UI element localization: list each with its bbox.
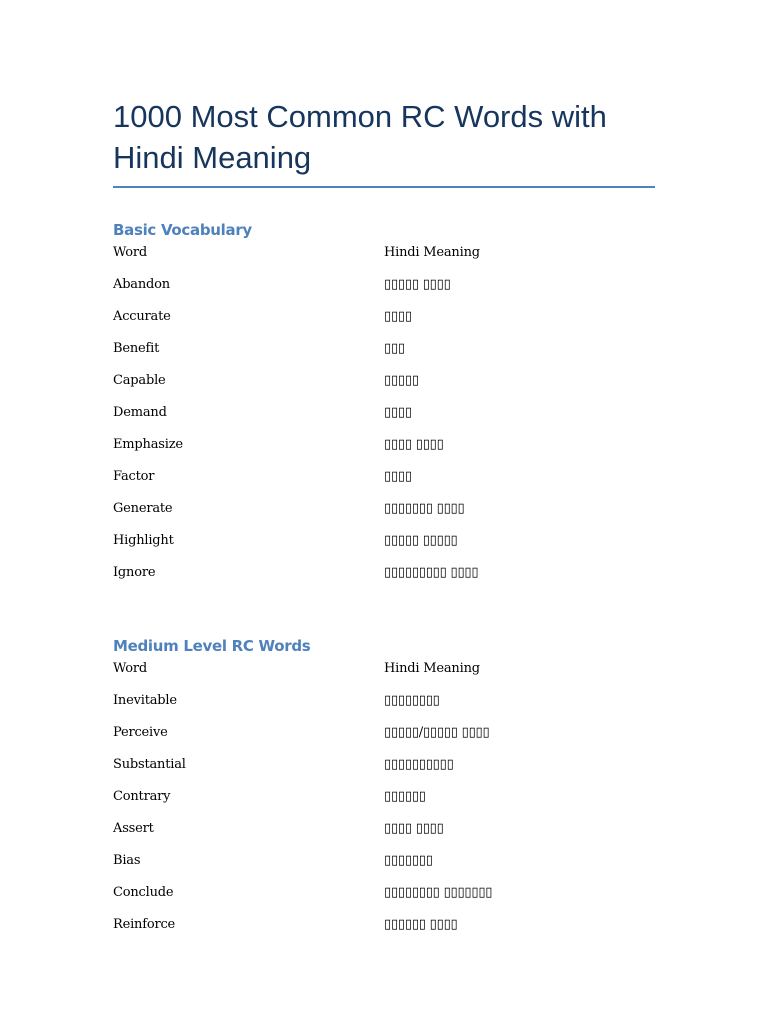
table-row [113,468,655,500]
table-row [113,788,655,820]
hindi-meaning-cell: ▯▯▯▯▯▯▯▯▯▯ [384,757,454,772]
table-row [113,820,655,852]
table-row [113,692,655,724]
word-cell: Ignore [113,565,156,580]
hindi-meaning-cell: ▯▯▯▯ [384,469,412,484]
hindi-meaning-cell: ▯▯▯▯▯▯▯ [384,853,433,868]
hindi-meaning-cell: ▯▯▯▯▯ [384,373,419,388]
word-cell: Capable [113,373,166,388]
word-cell: Demand [113,405,167,420]
vocab-section [113,636,655,948]
hindi-meaning-cell: ▯▯▯▯▯▯▯▯ [384,693,440,708]
table-row [113,340,655,372]
hindi-meaning-cell: ▯▯▯▯▯▯ ▯▯▯▯ [384,917,458,932]
section-heading: Basic Vocabulary [113,221,252,239]
word-cell: Highlight [113,533,174,548]
word-cell: Factor [113,469,155,484]
word-cell: Conclude [113,885,174,900]
sections-container [113,220,655,948]
word-cell: Accurate [113,309,171,324]
hindi-meaning-cell: ▯▯▯▯ ▯▯▯▯ [384,437,444,452]
column-header-meaning: Hindi Meaning [384,661,480,676]
word-cell: Generate [113,501,173,516]
column-header-meaning: Hindi Meaning [384,245,480,260]
table-header-row [113,660,655,692]
hindi-meaning-cell: ▯▯▯ [384,341,405,356]
table-row [113,884,655,916]
vocab-section [113,220,655,596]
column-header-word: Word [113,245,148,260]
table-row [113,276,655,308]
page-title: 1000 Most Common RC Words with Hindi Meaning [113,96,655,188]
word-cell: Contrary [113,789,171,804]
word-cell: Perceive [113,725,168,740]
section-heading: Medium Level RC Words [113,637,311,655]
table-row [113,308,655,340]
table-row [113,372,655,404]
document-page [113,96,655,948]
hindi-meaning-cell: ▯▯▯▯ [384,309,412,324]
vocab-table [113,660,655,948]
word-cell: Assert [113,821,154,836]
hindi-meaning-cell: ▯▯▯▯ [384,405,412,420]
vocab-table [113,244,655,596]
table-header-row [113,244,655,276]
hindi-meaning-cell: ▯▯▯▯▯▯▯ ▯▯▯▯ [384,501,465,516]
hindi-meaning-cell: ▯▯▯▯▯▯ [384,789,426,804]
table-row [113,564,655,596]
hindi-meaning-cell: ▯▯▯▯▯▯▯▯▯ ▯▯▯▯ [384,565,479,580]
column-header-word: Word [113,661,148,676]
word-cell: Benefit [113,341,160,356]
hindi-meaning-cell: ▯▯▯▯▯/▯▯▯▯▯ ▯▯▯▯ [384,725,490,740]
hindi-meaning-cell: ▯▯▯▯▯ ▯▯▯▯▯ [384,533,458,548]
word-cell: Reinforce [113,917,176,932]
word-cell: Substantial [113,757,186,772]
hindi-meaning-cell: ▯▯▯▯ ▯▯▯▯ [384,821,444,836]
word-cell: Abandon [113,277,170,292]
table-row [113,404,655,436]
table-row [113,500,655,532]
table-row [113,916,655,948]
table-row [113,724,655,756]
table-row [113,852,655,884]
hindi-meaning-cell: ▯▯▯▯▯ ▯▯▯▯ [384,277,451,292]
hindi-meaning-cell: ▯▯▯▯▯▯▯▯ ▯▯▯▯▯▯▯ [384,885,493,900]
table-row [113,436,655,468]
table-row [113,756,655,788]
word-cell: Bias [113,853,141,868]
word-cell: Inevitable [113,693,177,708]
word-cell: Emphasize [113,437,183,452]
table-row [113,532,655,564]
